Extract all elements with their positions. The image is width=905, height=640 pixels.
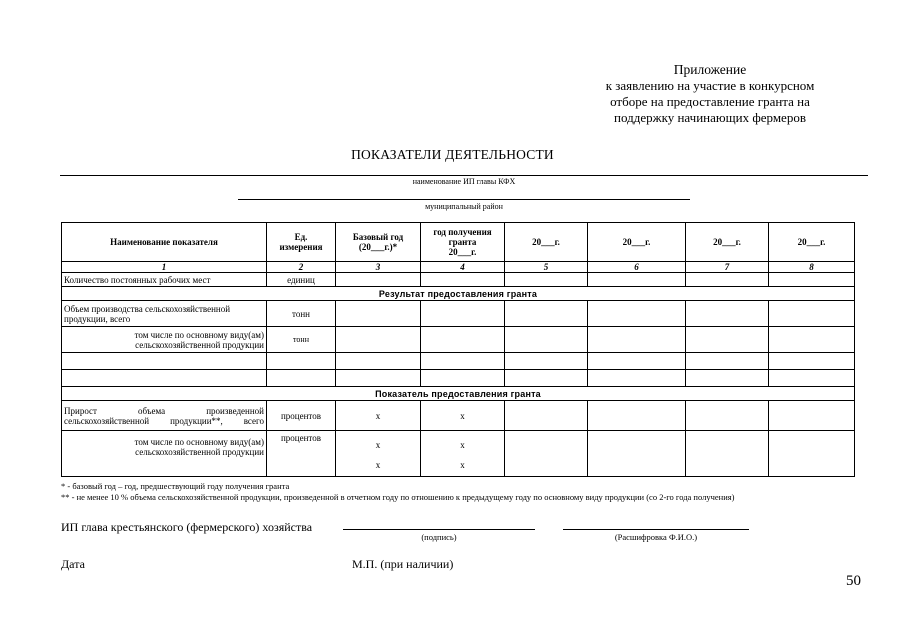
footnote-1: * - базовый год – год, предшествующий году получения гранта bbox=[61, 481, 290, 491]
name-field-line bbox=[60, 175, 868, 186]
appendix-line-3: отборе на предоставление гранта на bbox=[610, 94, 810, 109]
section-grant-indicator: Показатель предоставления гранта bbox=[62, 387, 855, 401]
header-base-line-2: (20___г.)* bbox=[358, 242, 398, 252]
data-cell[interactable] bbox=[505, 273, 588, 287]
data-cell[interactable] bbox=[421, 327, 505, 353]
header-grant-line-2: гранта bbox=[448, 237, 477, 247]
district-field-line bbox=[238, 199, 690, 211]
row-label: Объем производства сельскохозяйственной продукции, всего bbox=[62, 301, 267, 327]
x-mark: х bbox=[375, 439, 381, 450]
data-cell[interactable] bbox=[336, 301, 421, 327]
header-unit bbox=[267, 223, 336, 262]
header-year-5: 20___г. bbox=[505, 223, 588, 262]
col-number: 8 bbox=[769, 262, 855, 273]
data-cell[interactable] bbox=[588, 370, 686, 387]
col-number: 1 bbox=[62, 262, 267, 273]
data-cell[interactable] bbox=[505, 401, 588, 431]
data-cell[interactable] bbox=[686, 353, 769, 370]
data-cell[interactable] bbox=[421, 301, 505, 327]
appendix-header bbox=[560, 62, 860, 126]
table-row-empty bbox=[62, 370, 855, 387]
x-cell: х bbox=[336, 401, 421, 431]
page-number: 50 bbox=[846, 573, 861, 589]
data-cell[interactable] bbox=[505, 431, 588, 477]
table-row-empty bbox=[62, 353, 855, 370]
data-cell[interactable] bbox=[769, 327, 855, 353]
indicators-table bbox=[61, 222, 855, 477]
footnotes bbox=[61, 481, 735, 503]
data-cell[interactable] bbox=[505, 370, 588, 387]
x-mark: х bbox=[460, 459, 465, 470]
table-row-volume bbox=[62, 301, 855, 327]
data-cell[interactable] bbox=[421, 273, 505, 287]
signature-caption: (подпись) bbox=[421, 532, 457, 542]
data-cell[interactable] bbox=[267, 370, 336, 387]
data-cell[interactable] bbox=[336, 273, 421, 287]
data-cell[interactable] bbox=[505, 327, 588, 353]
header-year-7: 20___г. bbox=[686, 223, 769, 262]
x-cell: х bbox=[421, 401, 505, 431]
stamp-label: М.П. (при наличии) bbox=[352, 557, 454, 571]
row-unit: тонн bbox=[267, 327, 336, 353]
section-grant-result: Результат предоставления гранта bbox=[62, 287, 855, 301]
appendix-line-2: к заявлению на участие в конкурсном bbox=[605, 78, 815, 93]
header-year-8: 20___г. bbox=[769, 223, 855, 262]
header-grant-line-1: год получения bbox=[433, 227, 492, 237]
appendix-line-1: Приложение bbox=[673, 62, 747, 77]
header-name: Наименование показателя bbox=[62, 223, 267, 262]
section-row bbox=[62, 387, 855, 401]
row-unit: процентов bbox=[267, 401, 336, 431]
data-cell[interactable] bbox=[588, 301, 686, 327]
header-unit-line-1: Ед. bbox=[294, 232, 308, 242]
data-cell[interactable] bbox=[686, 401, 769, 431]
data-cell[interactable] bbox=[588, 327, 686, 353]
header-unit-line-2: измерения bbox=[279, 242, 323, 252]
data-cell[interactable] bbox=[769, 301, 855, 327]
signature-label: ИП глава крестьянского (фермерского) хозяйства bbox=[61, 520, 313, 534]
row-label-sub: том числе по основному виду(ам) сельскохозяйственной продукции bbox=[62, 327, 267, 353]
col-number: 3 bbox=[336, 262, 421, 273]
data-cell[interactable] bbox=[686, 431, 769, 477]
row-unit: тонн bbox=[267, 301, 336, 327]
table-row-staff bbox=[62, 273, 855, 287]
col-number: 6 bbox=[588, 262, 686, 273]
data-cell[interactable] bbox=[336, 327, 421, 353]
column-number-row bbox=[62, 262, 855, 273]
data-cell[interactable] bbox=[686, 327, 769, 353]
data-cell[interactable] bbox=[769, 353, 855, 370]
x-mark: х bbox=[460, 439, 465, 450]
data-cell[interactable] bbox=[421, 353, 505, 370]
data-cell[interactable] bbox=[769, 431, 855, 477]
table-row-volume-sub bbox=[62, 327, 855, 353]
row-label-sub: том числе по основному виду(ам) сельскохозяйственной продукции bbox=[62, 431, 267, 477]
data-cell[interactable] bbox=[686, 370, 769, 387]
table-row-growth bbox=[62, 401, 855, 431]
section-row bbox=[62, 287, 855, 301]
data-cell[interactable] bbox=[336, 370, 421, 387]
data-cell[interactable] bbox=[421, 370, 505, 387]
footnote-2: ** - не менее 10 % объема сельскохозяйственной продукции, произведенной в отчетном году по отношению к предыдущему году по основному виду продукции (со 2-го года получения) bbox=[61, 492, 735, 502]
data-cell[interactable] bbox=[588, 431, 686, 477]
data-cell[interactable] bbox=[588, 273, 686, 287]
data-cell[interactable] bbox=[769, 370, 855, 387]
data-cell[interactable] bbox=[336, 353, 421, 370]
row-label: Количество постоянных рабочих мест bbox=[62, 273, 267, 287]
data-cell[interactable] bbox=[686, 273, 769, 287]
header-year-6: 20___г. bbox=[588, 223, 686, 262]
data-cell[interactable] bbox=[769, 273, 855, 287]
header-grant-year bbox=[421, 223, 505, 262]
name-decode-line[interactable] bbox=[563, 529, 749, 530]
col-number: 7 bbox=[686, 262, 769, 273]
data-cell[interactable] bbox=[588, 353, 686, 370]
appendix-line-4: поддержку начинающих фермеров bbox=[614, 110, 806, 125]
x-mark: х bbox=[375, 459, 381, 470]
data-cell[interactable] bbox=[505, 301, 588, 327]
data-cell[interactable] bbox=[267, 353, 336, 370]
x-cell-pair bbox=[336, 431, 421, 477]
row-unit: единиц bbox=[267, 273, 336, 287]
data-cell[interactable] bbox=[588, 401, 686, 431]
district-caption: муниципальный район bbox=[425, 202, 503, 211]
header-base-line-1: Базовый год bbox=[352, 232, 404, 242]
table-header-row bbox=[62, 223, 855, 262]
data-cell[interactable] bbox=[505, 353, 588, 370]
data-cell[interactable] bbox=[686, 301, 769, 327]
name-decode-caption: (Расшифровка Ф.И.О.) bbox=[614, 532, 698, 542]
x-cell-pair bbox=[421, 431, 505, 477]
data-cell[interactable] bbox=[62, 370, 267, 387]
row-label: Прирост объема произведенной сельскохозяйственной продукции**, всего bbox=[62, 401, 267, 431]
data-cell[interactable] bbox=[769, 401, 855, 431]
document-title: ПОКАЗАТЕЛИ ДЕЯТЕЛЬНОСТИ bbox=[351, 147, 554, 162]
signature-line[interactable] bbox=[343, 529, 535, 530]
col-number: 4 bbox=[421, 262, 505, 273]
col-number: 5 bbox=[505, 262, 588, 273]
name-caption: наименование ИП главы КФХ bbox=[412, 177, 516, 186]
data-cell[interactable] bbox=[62, 353, 267, 370]
table-row-growth-sub bbox=[62, 431, 855, 477]
date-label: Дата bbox=[61, 557, 85, 571]
col-number: 2 bbox=[267, 262, 336, 273]
header-base-year bbox=[336, 223, 421, 262]
header-grant-line-3: 20___г. bbox=[448, 247, 477, 257]
row-unit: процентов bbox=[267, 431, 336, 477]
